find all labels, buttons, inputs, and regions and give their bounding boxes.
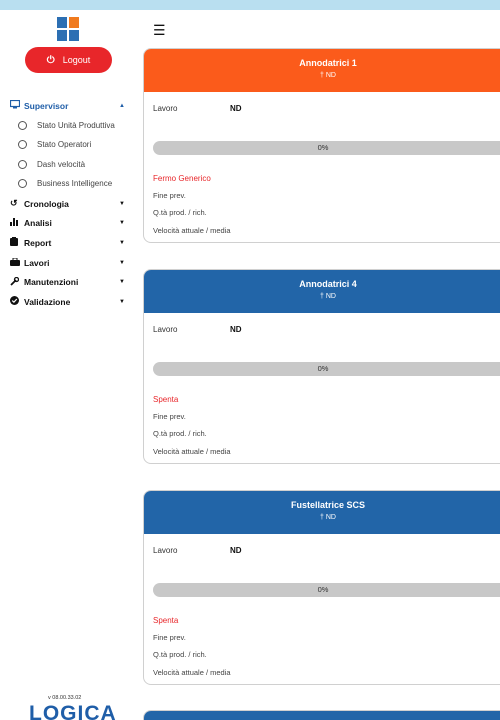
card-header xyxy=(144,491,500,534)
card-header xyxy=(144,270,500,313)
fine-prev-label: Fine prev. xyxy=(153,412,186,421)
machine-card[interactable] xyxy=(143,490,500,685)
chevron-down-icon: ▼ xyxy=(119,239,125,246)
app-logo-icon xyxy=(57,17,79,41)
fine-prev-label: Fine prev. xyxy=(153,191,186,200)
circle-icon xyxy=(18,140,27,149)
brand-logo: LOGICA xyxy=(29,702,117,720)
progress-label: 0% xyxy=(317,585,329,594)
sidebar-item-dash-velocita[interactable] xyxy=(0,155,135,175)
clipboard-icon xyxy=(10,237,24,248)
status-text: Fermo Generico xyxy=(153,174,211,183)
menu-icon[interactable]: ☰ xyxy=(153,22,166,38)
card-subtitle: † ND xyxy=(320,293,336,300)
sidebar xyxy=(0,10,135,720)
sidebar-item-lavori[interactable] xyxy=(0,253,135,273)
sidebar-item-analisi[interactable] xyxy=(0,213,135,233)
sidebar-nav xyxy=(0,96,135,312)
browser-top-bar xyxy=(0,0,500,10)
lavoro-row xyxy=(153,546,242,555)
fine-prev-label: Fine prev. xyxy=(153,633,186,642)
status-text: Spenta xyxy=(153,395,179,404)
velocita-label: Velocità attuale / media xyxy=(153,447,231,456)
velocita-label: Velocità attuale / media xyxy=(153,226,231,235)
sidebar-item-label: Analisi xyxy=(24,218,52,229)
machine-card[interactable] xyxy=(143,710,500,720)
card-title: Annodatrici 1 xyxy=(299,58,357,68)
card-header xyxy=(144,711,500,720)
wrench-icon xyxy=(10,277,24,288)
version-label: v 08.00.33.02 xyxy=(48,695,82,701)
chevron-up-icon: ▲ xyxy=(119,102,125,109)
sidebar-item-label: Dash velocità xyxy=(37,159,86,169)
lavoro-value: ND xyxy=(230,546,242,555)
sidebar-item-cronologia[interactable] xyxy=(0,194,135,214)
card-subtitle: † ND xyxy=(320,72,336,79)
operator-icon: † xyxy=(320,293,324,300)
chevron-down-icon: ▼ xyxy=(119,200,125,207)
sidebar-item-label: Supervisor xyxy=(24,100,69,111)
sidebar-item-report[interactable] xyxy=(0,233,135,253)
circle-icon xyxy=(18,160,27,169)
sidebar-item-label: Validazione xyxy=(24,296,71,307)
qta-label: Q.tà prod. / rich. xyxy=(153,650,207,659)
operator-icon: † xyxy=(320,72,324,79)
progress-label: 0% xyxy=(317,143,329,152)
machine-card[interactable] xyxy=(143,269,500,464)
chevron-down-icon: ▼ xyxy=(119,298,125,305)
lavoro-value: ND xyxy=(230,325,242,334)
lavoro-row xyxy=(153,325,242,334)
progress-bar xyxy=(153,583,500,597)
sidebar-item-label: Manutenzioni xyxy=(24,277,79,288)
lavoro-label: Lavoro xyxy=(153,104,178,113)
lavoro-label: Lavoro xyxy=(153,325,178,334)
chevron-down-icon: ▼ xyxy=(119,279,125,286)
progress-bar xyxy=(153,141,500,155)
card-title: Annodatrici 4 xyxy=(299,279,357,289)
status-text: Spenta xyxy=(153,616,179,625)
power-icon: ⏻ xyxy=(46,54,55,66)
circle-icon xyxy=(18,179,27,188)
qta-label: Q.tà prod. / rich. xyxy=(153,208,207,217)
sidebar-item-business-intelligence[interactable] xyxy=(0,174,135,194)
card-title: Fustellatrice SCS xyxy=(290,500,366,510)
machine-card[interactable] xyxy=(143,48,500,243)
briefcase-icon xyxy=(10,258,24,268)
lavoro-row xyxy=(153,104,242,113)
sidebar-item-label: Stato Unità Produttiva xyxy=(37,120,115,130)
lavoro-value: ND xyxy=(230,104,242,113)
sidebar-item-stato-unita-produttiva[interactable] xyxy=(0,116,135,136)
progress-label: 0% xyxy=(317,364,329,373)
monitor-icon xyxy=(10,100,24,111)
sidebar-item-manutenzioni[interactable] xyxy=(0,272,135,292)
card-header xyxy=(144,49,500,92)
chevron-down-icon: ▼ xyxy=(119,220,125,227)
sidebar-item-label: Lavori xyxy=(24,257,50,268)
lavoro-label: Lavoro xyxy=(153,546,178,555)
bar-chart-icon xyxy=(10,218,24,228)
velocita-label: Velocità attuale / media xyxy=(153,668,231,677)
logout-button[interactable] xyxy=(25,47,112,73)
operator-icon: † xyxy=(320,514,324,521)
sidebar-item-label: Stato Operatori xyxy=(37,140,92,150)
circle-icon xyxy=(18,121,27,130)
sidebar-item-supervisor[interactable] xyxy=(0,96,135,116)
sidebar-item-stato-operatori[interactable] xyxy=(0,135,135,155)
logout-label: Logout xyxy=(62,55,91,65)
history-icon: ↺ xyxy=(10,198,18,209)
check-circle-icon xyxy=(10,296,24,307)
progress-bar xyxy=(153,362,500,376)
sidebar-item-label: Cronologia xyxy=(24,198,69,209)
card-subtitle: † ND xyxy=(320,514,336,521)
sidebar-item-label: Report xyxy=(24,237,52,248)
sidebar-item-label: Business Intelligence xyxy=(37,179,113,189)
qta-label: Q.tà prod. / rich. xyxy=(153,429,207,438)
sidebar-item-validazione[interactable] xyxy=(0,292,135,312)
chevron-down-icon: ▼ xyxy=(119,259,125,266)
